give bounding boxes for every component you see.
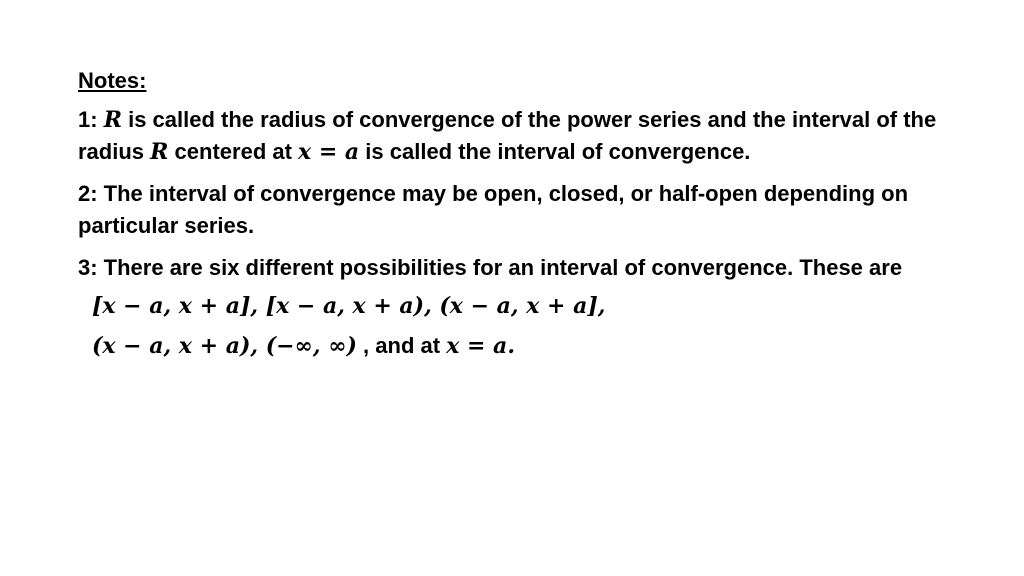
note-1-text-a: is called the radius of convergence of the power series and the interval of the radius [78, 107, 937, 164]
note-1-prefix: 1: [78, 107, 104, 132]
intervals-line-2-equation: x = a [446, 333, 508, 359]
intervals-line-1: [x − a, x + a], [x − a, x + a), (x − a, x + a], [92, 293, 606, 319]
intervals-line-2-text: , and at [356, 333, 447, 358]
intervals-line-2-end: . [507, 333, 515, 359]
note-3: 3: There are six different possibilities for an interval of convergence. These are [78, 255, 903, 280]
note-1-equation: x = a [298, 139, 360, 165]
note-1-var-r-2: R [150, 139, 169, 165]
note-1 [78, 104, 978, 168]
note-1-text-b: centered at [168, 139, 299, 164]
slide-content [78, 64, 978, 366]
note-1-var-r: R [103, 107, 122, 133]
intervals-line-2-math: (x − a, x + a), (−∞, ∞) [92, 333, 357, 359]
intervals-line-2 [78, 326, 978, 366]
notes-heading: Notes: [78, 68, 147, 93]
note-2: 2: The interval of convergence may be open, closed, or half-open depending on particular series. [78, 181, 909, 238]
note-1-text-c: is called the interval of convergence. [359, 139, 751, 164]
